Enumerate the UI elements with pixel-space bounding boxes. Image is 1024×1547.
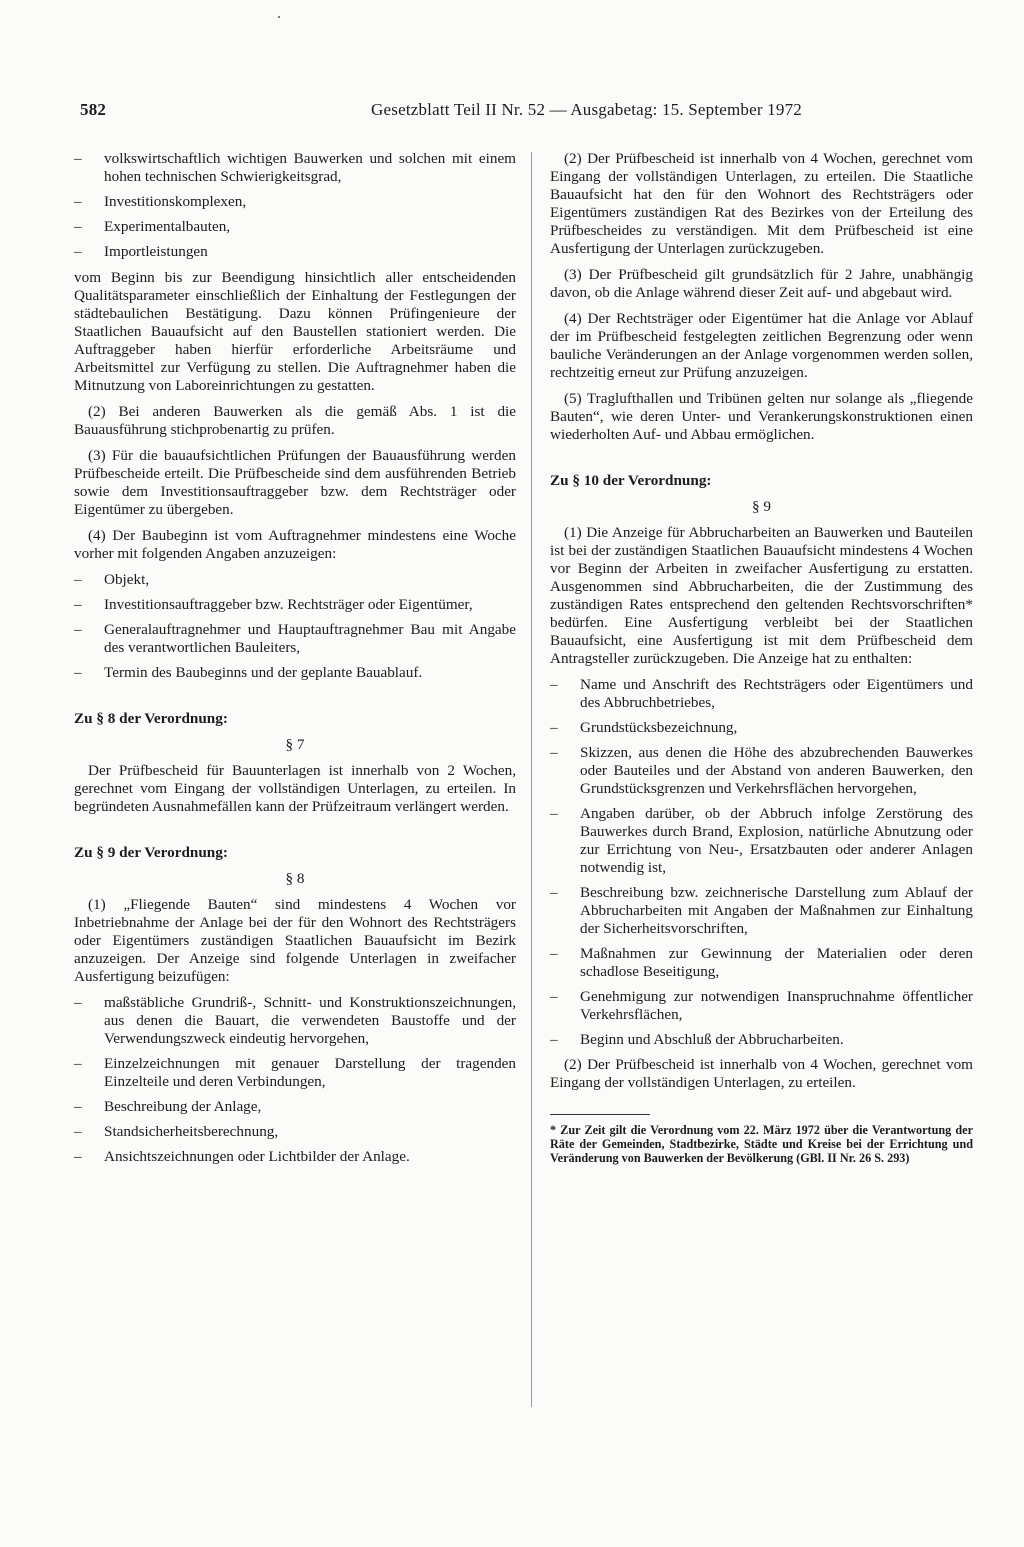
paragraph-number: § 8 (285, 870, 305, 887)
list-item: – Generalauftragnehmer und Hauptauftragnehmer Bau mit Angabe des verantwortlichen Bauleiters, (74, 621, 516, 657)
list-item: – Investitionsauftraggeber bzw. Rechtsträger oder Eigentümer, (74, 596, 516, 614)
section-heading: Zu § 9 der Verordnung: (74, 844, 228, 861)
paragraph: (5) Traglufthallen und Tribünen gelten nur solange als „fliegende Bauten“, wie deren Unter- und Verankerungskonstruktionen einen wiederholten Auf- und Abbau ermöglichen. (550, 390, 973, 443)
paragraph: (3) Für die bauaufsichtlichen Prüfungen der Bauausführung werden Prüfbescheide erteilt. Die Prüfbescheide sind dem ausführenden Betrieb sowie dem Investitionsauftraggeber bzw. dem Rechtsträger oder Eigentümer zu übergeben. (74, 447, 516, 518)
paragraph: (4) Der Baubeginn ist vom Auftragnehmer mindestens eine Woche vorher mit folgenden Angaben anzuzeigen: (74, 527, 516, 562)
list-item: – Ansichtszeichnungen oder Lichtbilder der Anlage. (74, 1148, 516, 1166)
paragraph-number: § 9 (752, 498, 771, 515)
paragraph: Der Prüfbescheid für Bauunterlagen ist innerhalb von 2 Wochen, gerechnet vom Eingang der vollständigen Unterlagen, zu erteilen. In begründeten Ausnahmefällen kann der Prüfzeitraum verlängert werden. (74, 762, 516, 815)
footnote: * Zur Zeit gilt die Verordnung vom 22. März 1972 über die Verantwortung der Räte der Gemeinden, Stadtbezirke, Städte und Kreise bei der Errichtung und Veränderung von Bauwerken der Bevölkerung (GBl. II Nr. 26 S. 293) (550, 1123, 973, 1165)
list-item: – Maßnahmen zur Gewinnung der Materialien oder deren schadlose Beseitigung, (550, 945, 973, 981)
scan-speck (278, 16, 280, 18)
list-item: – Importleistungen (74, 243, 516, 261)
right-column (550, 150, 973, 1165)
section-heading: Zu § 8 der Verordnung: (74, 710, 228, 727)
list-item: – Experimentalbauten, (74, 218, 516, 236)
list-item: – Objekt, (74, 571, 516, 589)
paragraph: (3) Der Prüfbescheid gilt grundsätzlich für 2 Jahre, unabhängig davon, ob die Anlage während dieser Zeit auf- und abgebaut wird. (550, 266, 973, 301)
list-item: – Genehmigung zur notwendigen Inanspruchnahme öffentlicher Verkehrsflächen, (550, 988, 973, 1024)
list-item: – Standsicherheitsberechnung, (74, 1123, 516, 1141)
list-item: – Beschreibung der Anlage, (74, 1098, 516, 1116)
column-divider (531, 152, 532, 1407)
paragraph: vom Beginn bis zur Beendigung hinsichtlich aller entscheidenden Qualitätsparameter einschließlich der Einhaltung der Festlegungen der städtebaulichen Bestätigung. Dazu können Prüfingenieure der Staatlichen Bauaufsicht auf den Baustellen stationiert werden. Die Auftraggeber haben hierfür erforderliche Arbeitsräume und Arbeitsmittel zur Verfügung zu stellen. Die Auftragnehmer haben die Mitnutzung von Laboreinrichtungen zu gestatten. (74, 269, 516, 394)
paragraph: (4) Der Rechtsträger oder Eigentümer hat die Anlage vor Ablauf der im Prüfbescheid festgelegten zeitlichen Begrenzung oder wenn bauliche Veränderungen an der Anlage vorgenommen werden sollen, rechtzeitig erneut zur Prüfung anzuzeigen. (550, 310, 973, 381)
list-item: – Grundstücksbezeichnung, (550, 719, 973, 737)
list-item: – Beginn und Abschluß der Abbrucharbeiten. (550, 1031, 973, 1049)
list-item: – volkswirtschaftlich wichtigen Bauwerken und solchen mit einem hohen technischen Schwierigkeitsgrad, (74, 150, 516, 186)
list-item: – Einzelzeichnungen mit genauer Darstellung der tragenden Einzelteile und deren Verbindungen, (74, 1055, 516, 1091)
paragraph: (2) Bei anderen Bauwerken als die gemäß Abs. 1 ist die Bauausführung stichprobenartig zu prüfen. (74, 403, 516, 438)
left-column (74, 150, 516, 1173)
paragraph: (1) Die Anzeige für Abbrucharbeiten an Bauwerken und Bauteilen ist bei der zuständigen Staatlichen Bauaufsicht mindestens 4 Wochen vor Beginn der Arbeiten in zweifacher Ausfertigung zu erstatten. Ausgenommen sind Abbrucharbeiten, die der Zustimmung des zuständigen Rates entsprechend den geltenden Rechtsvorschriften* bedürfen. Eine Ausfertigung verbleibt bei der Staatlichen Bauaufsicht, eine Ausfertigung ist mit dem Prüfbescheid dem Antragsteller zurückzugeben. Die Anzeige hat zu enthalten: (550, 524, 973, 667)
paragraph: (2) Der Prüfbescheid ist innerhalb von 4 Wochen, gerechnet vom Eingang der vollständigen Unterlagen, zu erteilen. (550, 1056, 973, 1091)
list-item: – Termin des Baubeginns und der geplante Bauablauf. (74, 664, 516, 682)
section-heading: Zu § 10 der Verordnung: (550, 472, 712, 489)
list-item: – maßstäbliche Grundriß-, Schnitt- und Konstruktionszeichnungen, aus denen die Bauart, die verwendeten Baustoffe und der Verwendungszweck eindeutig hervorgehen, (74, 994, 516, 1048)
paragraph-number: § 7 (285, 736, 305, 753)
list-item: – Skizzen, aus denen die Höhe des abzubrechenden Bauwerkes oder Bauteiles und der Abstand von anderen Bauwerken, den Grundstücksgrenzen und Verkehrsflächen hervorgehen, (550, 744, 973, 798)
header-title: Gesetzblatt Teil II Nr. 52 — Ausgabetag: 15. September 1972 (371, 100, 802, 119)
list-item: – Beschreibung bzw. zeichnerische Darstellung zum Ablauf der Abbrucharbeiten mit Angaben der Maßnahmen zur Einhaltung der Sicherheitsvorschriften, (550, 884, 973, 938)
list-item: – Name und Anschrift des Rechtsträgers oder Eigentümers und des Abbruchbetriebes, (550, 676, 973, 712)
paragraph: (1) „Fliegende Bauten“ sind mindestens 4 Wochen vor Inbetriebnahme der Anlage bei der für den Wohnort des Rechtsträgers oder Eigentümers zuständigen Staatlichen Bauaufsicht im Bezirk anzuzeigen. Der Anzeige sind folgende Unterlagen in zweifacher Ausfertigung beizufügen: (74, 896, 516, 985)
list-item: – Angaben darüber, ob der Abbruch infolge Zerstörung des Bauwerkes durch Brand, Explosion, natürliche Abnutzung oder zur Errichtung von Neu-, Ersatzbauten oder anderer Anlagen notwendig ist, (550, 805, 973, 877)
paragraph: (2) Der Prüfbescheid ist innerhalb von 4 Wochen, gerechnet vom Eingang der vollständigen Unterlagen, zu erteilen. Die Staatliche Bauaufsicht hat den für den Wohnort des Rechtsträgers oder Eigentümers zuständigen Rat des Bezirkes von der Erteilung des Prüfbescheides zu verständigen. Mit dem Prüfbescheid ist eine Ausfertigung der Unterlagen zurückzugeben. (550, 150, 973, 257)
list-item: – Investitionskomplexen, (74, 193, 516, 211)
page-number: 582 (80, 100, 107, 119)
page-header (80, 100, 802, 130)
footnote-rule (550, 1114, 650, 1115)
